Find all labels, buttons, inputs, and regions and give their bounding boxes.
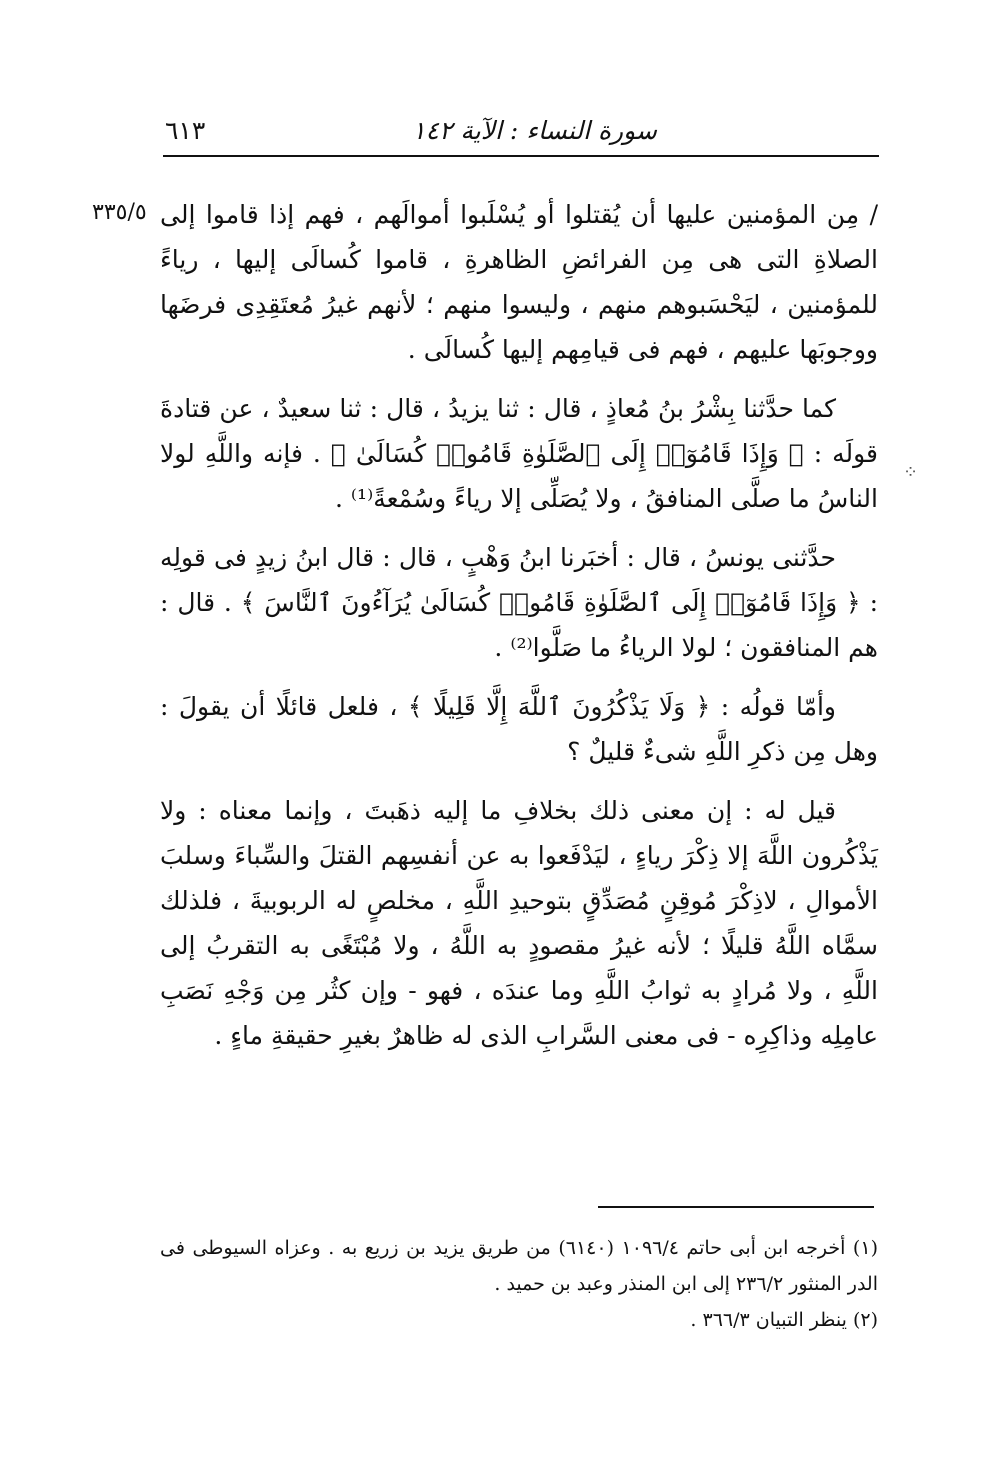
main-text [160,192,878,1072]
header-title: سورة النساء : الآية ١٤٢ [412,116,657,145]
footnote-rule [598,1206,874,1208]
paragraph: / مِن المؤمنين عليها أن يُقتلوا أو يُسْلَبوا أموالَهم ، فهم إذا قاموا إلى الصلاةِ التى هى مِن الفرائضِ الظاهرةِ ، قاموا كُسالَى إليها ، رياءً للمؤمنين ، ليَحْسَبوهم منهم ، وليسوا منهم ؛ لأنهم غيرُ مُعتَقِدِى فرضَها ووجوبَها عليهم ، فهم فى قيامِهم إليها كُسالَى . [160,200,878,364]
footnotes [160,1230,878,1338]
header-rule [163,155,879,157]
footnote: (٢) ينظر التبيان ٣٦٦/٣ . [690,1309,878,1331]
scan-speck: ⁘ [903,462,919,483]
footnote: (١) أخرجه ابن أبى حاتم ١٠٩٦/٤ (٦١٤٠) من طريق يزيد بن زريع به . وعزاه السيوطى فى الدر المنثور ٢٣٦/٢ إلى ابن المنذر وعبد بن حميد . [160,1237,878,1295]
running-header [165,112,877,152]
paragraph: وأمّا قولُه : ﴿ وَلَا يَذْكُرُونَ ٱللَّهَ إِلَّا قَلِيلًا ﴾ ، فلعل قائلًا أن يقولَ : وهل مِن ذكرِ اللَّهِ شىءٌ قليلٌ ؟ [160,692,878,766]
paragraph: كما حدَّثنا بِشْرُ بنُ مُعاذٍ ، قال : ثنا يزيدُ ، قال : ثنا سعيدٌ ، عن قتادةَ قولَه : ﴿ وَإِذَا قَامُوٓا۟ إِلَى ٱلصَّلَوٰةِ قَامُوا۟ كُسَالَىٰ ﴾ . فإنه واللَّهِ لولا الناسُ ما صلَّى المنافقُ ، ولا يُصَلِّى إلا رياءً وسُمْعةً⁽¹⁾ . [160,394,878,513]
page-number: ٦١٣ [165,116,206,145]
margin-reference: ٣٣٥/٥ [92,200,147,225]
paragraph: حدَّثنى يونسُ ، قال : أخبَرنا ابنُ وَهْبٍ ، قال : قال ابنُ زيدٍ فى قولِه : ﴿ وَإِذَا قَامُوٓا۟ إِلَى ٱلصَّلَوٰةِ قَامُوا۟ كُسَالَىٰ يُرَآءُونَ ٱلنَّاسَ ﴾ . قال : هم المنافقون ؛ لولا الرياءُ ما صَلَّوا⁽²⁾ . [160,543,878,662]
paragraph: قيل له : إن معنى ذلك بخلافِ ما إليه ذهَبتَ ، وإنما معناه : ولا يَذْكُرون اللَّهَ إلا ذِكْرَ رياءٍ ، ليَدْفَعوا به عن أنفسِهم القتلَ والسِّباءَ وسلبَ الأموالِ ، لاذِكْرَ مُوقِنٍ مُصَدِّقٍ بتوحيدِ اللَّهِ ، مخلصٍ له الربوبيةَ ، فلذلك سمَّاه اللَّهُ قليلًا ؛ لأنه غيرُ مقصودٍ به اللَّهُ ، ولا مُبْتَغًى به التقربُ إلى اللَّهِ ، ولا مُرادٍ به ثوابُ اللَّهِ وما عندَه ، فهو - وإن كثُر مِن وَجْهِ نَصَبِ عامِلِه وذاكِرِه - فى معنى السَّرابِ الذى له ظاهرٌ بغيرِ حقيقةِ ماءٍ . [160,796,878,1050]
